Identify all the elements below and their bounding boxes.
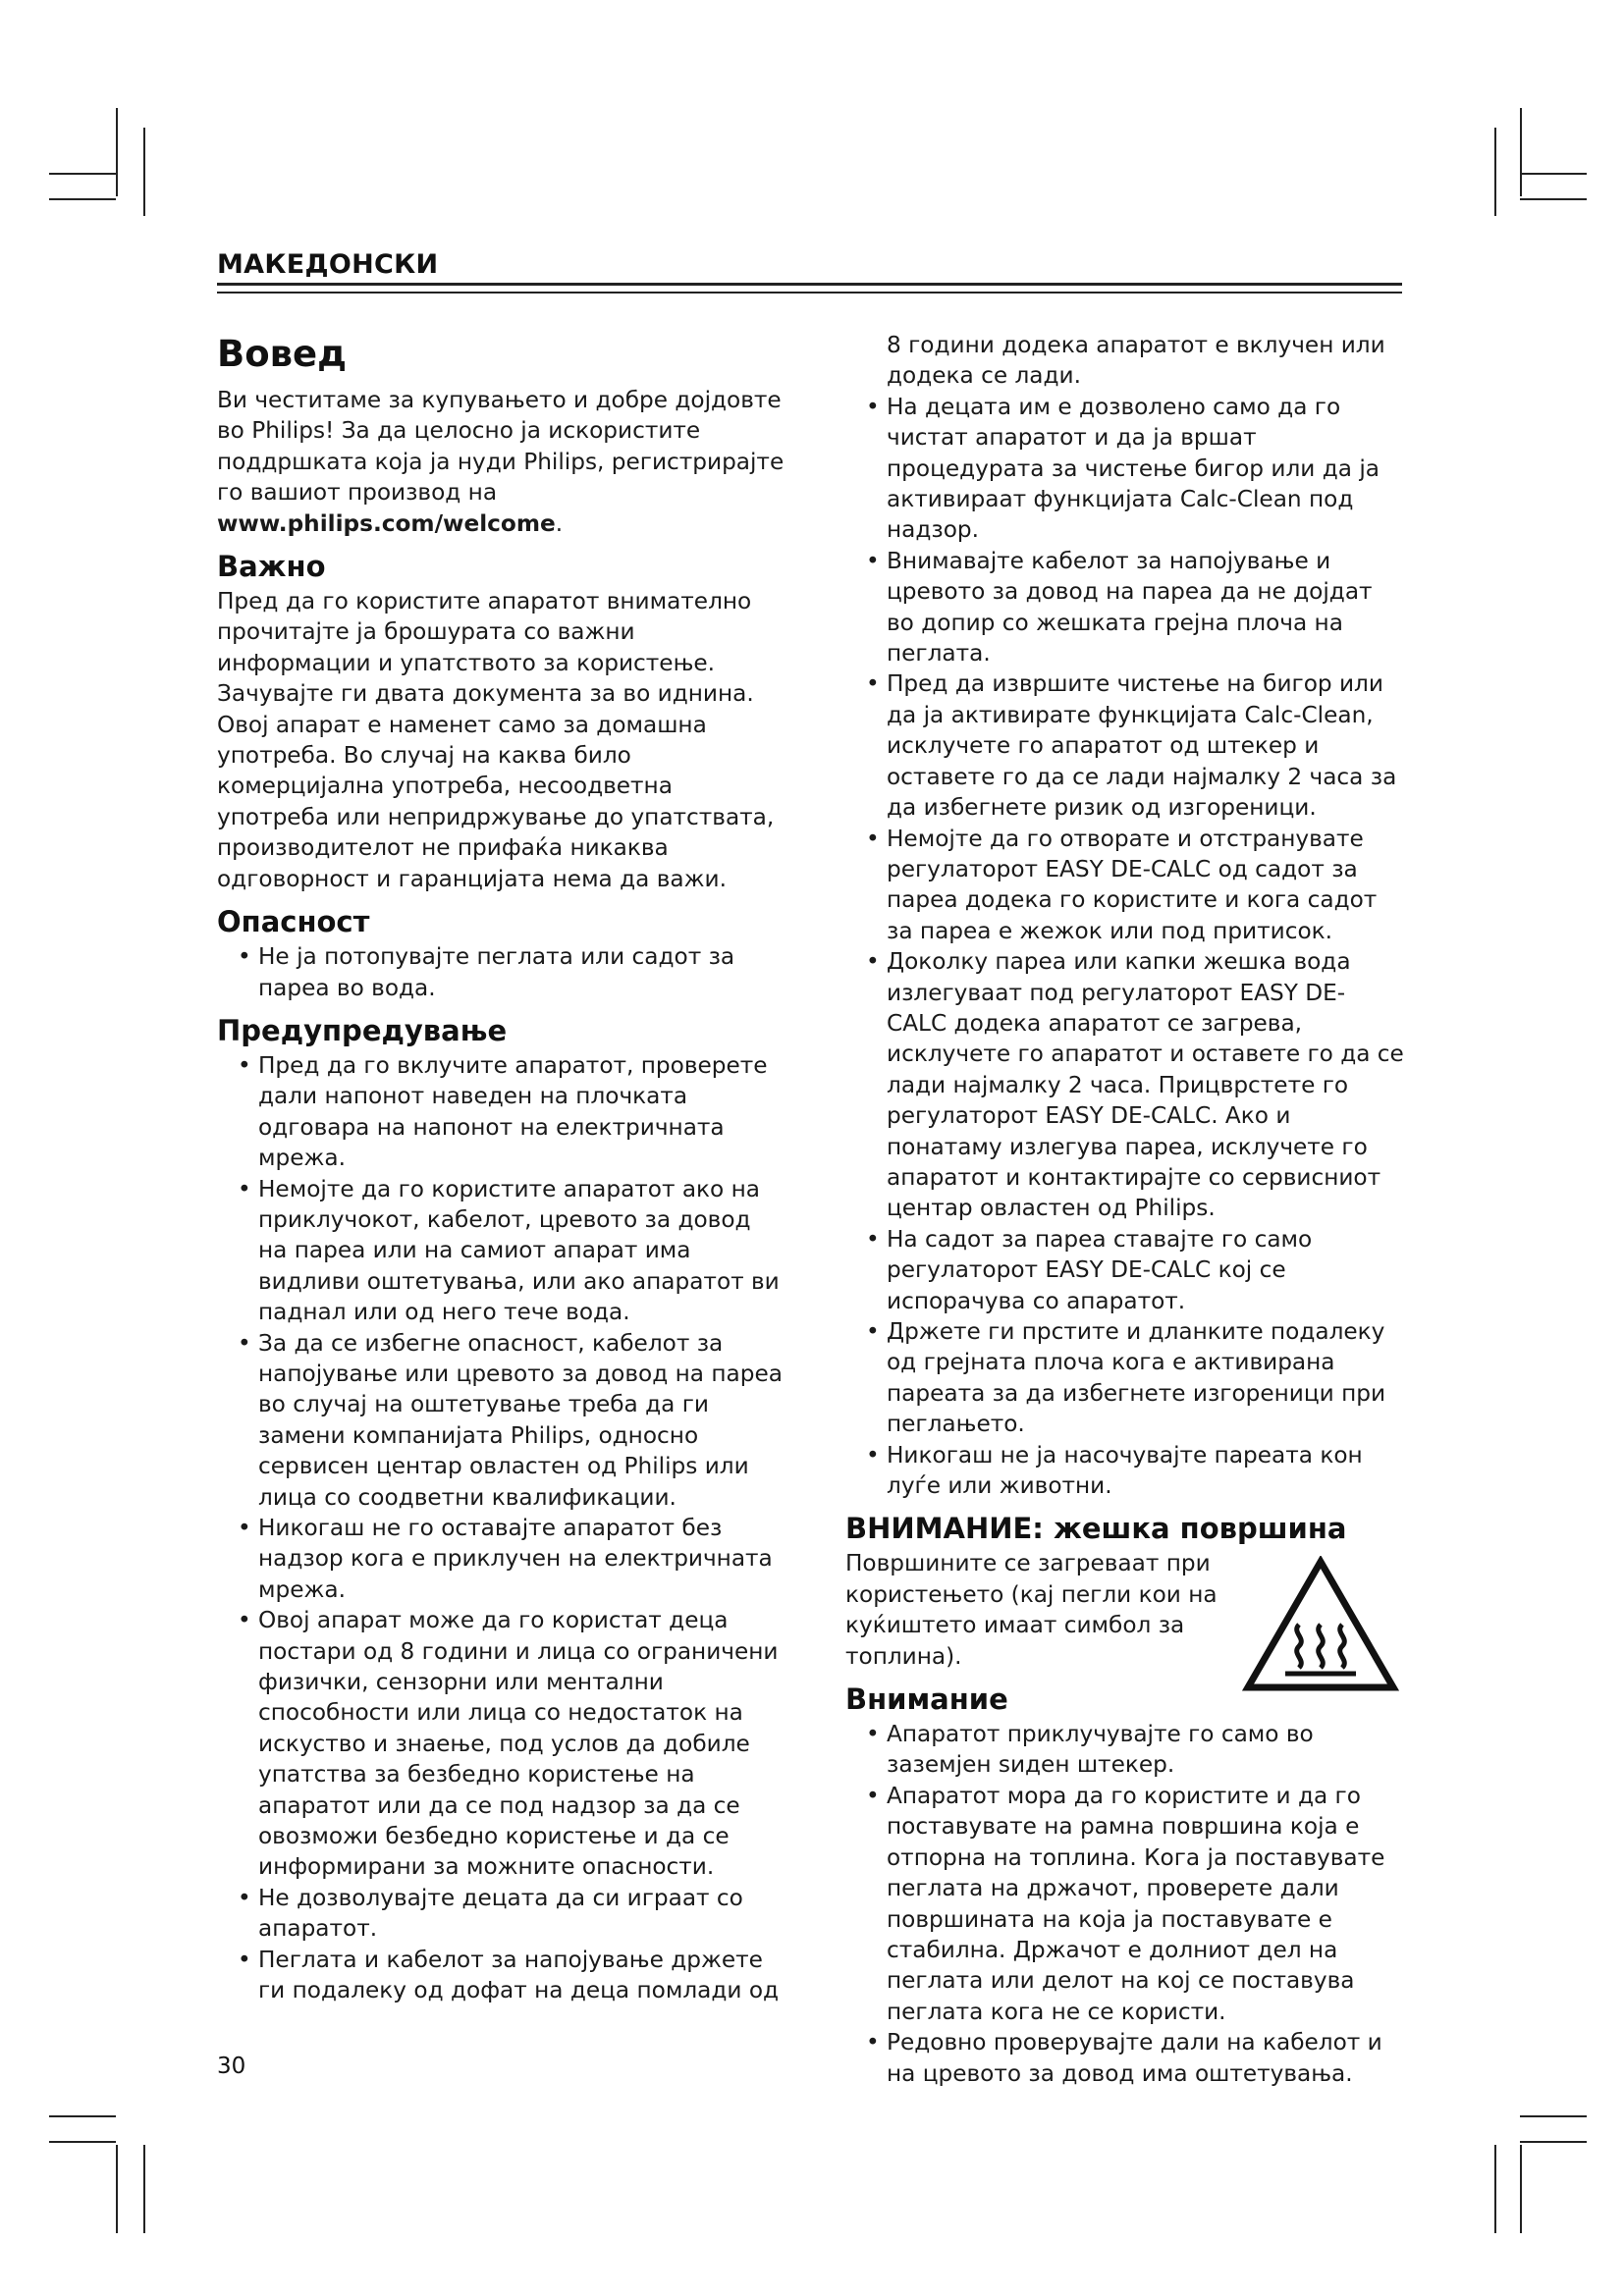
caution-heading: Внимание bbox=[845, 1682, 1008, 1717]
warning-item: • Немојте да го отворате и отстранувате регулаторот EASY DE-CALC од садот за пареа додека го користите и кога садот за пареа е жежок или под притисок. bbox=[845, 824, 1405, 947]
crop-mark bbox=[49, 173, 116, 175]
warning-item: • Доколку пареа или капки жешка вода излегуваат под регулаторот EASY DE-CALC додека апаратот се загрева, исклучете го апаратот и оставете го да се лади најмалку 2 часа. Прицврстете го регулаторот EASY DE-CALC. Ако и понатаму излегува пареа, исклучете го апаратот и контактирајте со сервисниот центар овластен од Philips. bbox=[845, 946, 1405, 1224]
warning-item: • Никогаш не го оставајте апаратот без надзор кога е приклучен на електричната мрежа. bbox=[217, 1513, 786, 1605]
danger-list bbox=[217, 941, 786, 1003]
crop-mark bbox=[1520, 108, 1522, 196]
right-column bbox=[845, 330, 1405, 2089]
crop-mark bbox=[143, 128, 145, 216]
warning-heading: Предупредување bbox=[217, 1013, 508, 1047]
danger-item: • Не ја потопувајте пеглата или садот за пареа во вода. bbox=[217, 941, 786, 1003]
crop-mark bbox=[1520, 2141, 1587, 2143]
warning-item: • Никогаш не ја насочувајте пареата кон луѓе или животни. bbox=[845, 1440, 1405, 1502]
language-header: МАКЕДОНСКИ bbox=[217, 249, 439, 280]
crop-mark bbox=[1520, 2145, 1522, 2233]
philips-welcome-link[interactable]: www.philips.com/welcome bbox=[217, 509, 556, 537]
warning-item: • На децата им е дозволено само да го чистат апаратот и да ја вршат процедурата за чистење бигор или да ја активираат функцијата Calc-Clean под надзор. bbox=[845, 392, 1405, 546]
warning-item: • Пеглата и кабелот за напојување држете ги подалеку од дофат на деца помлади од bbox=[217, 1945, 786, 2006]
crop-mark bbox=[116, 108, 118, 196]
page-number: 30 bbox=[217, 2054, 246, 2079]
crop-mark bbox=[49, 2141, 116, 2143]
crop-mark bbox=[1520, 198, 1587, 200]
caution-item: • Редовно проверувајте дали на кабелот и на цревото за довод има оштетувања. bbox=[845, 2027, 1405, 2089]
warning-item: • Држете ги прстите и дланките подалеку од грејната плоча кога е активирана пареата за да избегнете изгореници при пеглањето. bbox=[845, 1316, 1405, 1440]
crop-mark bbox=[116, 2145, 118, 2233]
header-rule bbox=[217, 292, 1402, 294]
crop-mark bbox=[49, 2115, 116, 2117]
intro-title: Вовед bbox=[217, 333, 348, 375]
crop-mark bbox=[143, 2145, 145, 2233]
warning-item: • На садот за пареа ставајте го само регулаторот EASY DE-CALC кој се испорачува со апаратот. bbox=[845, 1224, 1405, 1316]
warning-item: • Внимавајте кабелот за напојување и цревото за довод на пареа да не дојдат во допир со жешката грејна плоча на пеглата. bbox=[845, 546, 1405, 669]
crop-mark bbox=[1494, 2145, 1496, 2233]
important-heading: Важно bbox=[217, 550, 326, 584]
crop-mark bbox=[49, 198, 116, 200]
caution-item: • Апаратот мора да го користите и да го поставувате на рамна површина која е отпорна на топлина. Кога ја поставувате пеглата на држачот, проверете дали површината на која ја поставувате е стабилна. Држачот е долниот дел на пеглата или делот на кој се поставува пеглата кога не се користи. bbox=[845, 1781, 1405, 2027]
warning-list-continued bbox=[845, 330, 1405, 1501]
warning-item: • Пред да извршите чистење на бигор или да ја активирате функцијата Calc-Clean, исклучете го апаратот од штекер и оставете го да се лади најмалку 2 часа за да избегнете ризик од изгореници. bbox=[845, 668, 1405, 823]
crop-mark bbox=[1520, 173, 1587, 175]
warning-item: • Не дозволувајте децата да си играат со апаратот. bbox=[217, 1883, 786, 1945]
danger-heading: Опасност bbox=[217, 905, 370, 939]
warning-item: • Немојте да го користите апаратот ако на приклучокот, кабелот, цревото за довод на пареа или на самиот апарат има видливи оштетувања, или ако апаратот ви паднал или од него тече вода. bbox=[217, 1174, 786, 1328]
important-text-2: Овој апарат е наменет само за домашна употреба. Во случај на каква било комерцијална употреба, несоодветна употреба или непридржување до упатствата, производителот не прифаќа никаква одговорност и гаранцијата нема да важи. bbox=[217, 711, 775, 892]
left-column bbox=[217, 330, 786, 2006]
hot-surface-icon bbox=[1242, 1556, 1399, 1693]
crop-mark bbox=[1520, 2115, 1587, 2117]
warning-list bbox=[217, 1050, 786, 2006]
warning-item-continued: 8 години додека апаратот е вклучен или додека се лади. bbox=[887, 332, 1385, 390]
intro-text: Ви честитаме за купувањето и добре дојдовте во Philips! За да целосно ја искористите поддршката која ја нуди Philips, регистрирајте го вашиот производ на www.philips.com/welcome. bbox=[217, 387, 785, 537]
crop-mark bbox=[1494, 128, 1496, 216]
caution-list bbox=[845, 1719, 1405, 2089]
hot-surface-block bbox=[845, 1548, 1405, 1672]
header-rule bbox=[217, 283, 1402, 286]
warning-item: • Пред да го вклучите апаратот, проверете дали напонот наведен на плочката одговара на напонот на електричната мрежа. bbox=[217, 1050, 786, 1174]
caution-item: • Апаратот приклучувајте го само во заземјен ѕиден штекер. bbox=[845, 1719, 1405, 1781]
important-text-1: Пред да го користите апаратот внимателно прочитајте ја брошурата со важни информации и упатството за користење. Зачувајте ги двата документа за во иднина. bbox=[217, 588, 754, 708]
hot-surface-text: Површините се загреваат при користењето (кај пегли кои на куќиштето имаат симбол за топлина). bbox=[845, 1550, 1218, 1670]
warning-item: • Овој апарат може да го користат деца постари од 8 години и лица со ограничени физички, сензорни или ментални способности или лица со недостаток на искуство и знаење, под услов да добиле упатства за безбедно користење на апаратот или да се под надзор за да се овозможи безбедно користење и да се информирани за можните опасности. bbox=[217, 1605, 786, 1883]
hot-surface-heading: ВНИМАНИЕ: жешка површина bbox=[845, 1512, 1347, 1546]
warning-item: • За да се избегне опасност, кабелот за напојување или цревото за довод на пареа во случај на оштетување треба да ги замени компанијата Philips, односно сервисен центар овластен од Philips или лица со соодветни квалификации. bbox=[217, 1328, 786, 1513]
